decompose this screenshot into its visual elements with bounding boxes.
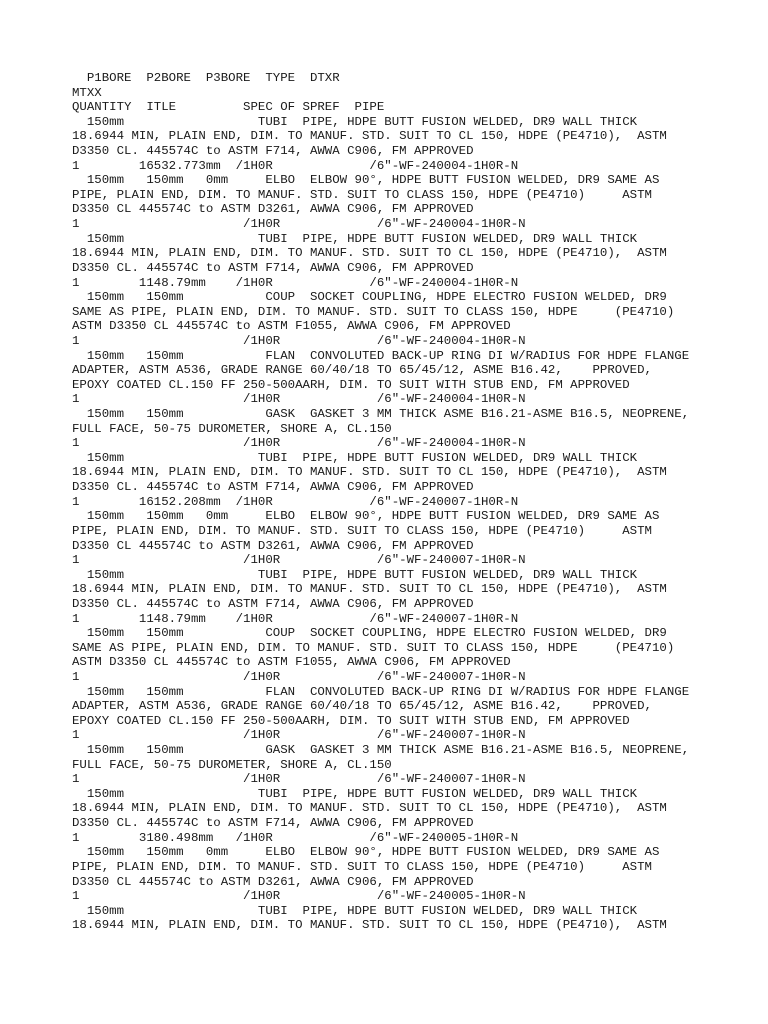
report-line: 150mm 150mm FLAN CONVOLUTED BACK-UP RING DI W/RADIUS FOR HDPE FLANGE [72,348,690,363]
report-line: 18.6944 MIN, PLAIN END, DIM. TO MANUF. STD. SUIT TO CL 150, HDPE (PE4710), ASTM [72,801,667,816]
report-line: 1 1148.79mm /1H0R /6"-WF-240007-1H0R-N [72,611,519,626]
report-line: 1 /1H0R /6"-WF-240007-1H0R-N [72,669,526,684]
report-line: 150mm TUBI PIPE, HDPE BUTT FUSION WELDED, DR9 WALL THICK [72,450,638,465]
report-line: 150mm TUBI PIPE, HDPE BUTT FUSION WELDED, DR9 WALL THICK [72,231,638,246]
report-line: 150mm 150mm GASK GASKET 3 MM THICK ASME B16.21-ASME B16.5, NEOPRENE, [72,407,690,422]
report-line: D3350 CL 445574C to ASTM D3261, AWWA C906, FM APPROVED [72,202,474,217]
report-line: D3350 CL. 445574C to ASTM F714, AWWA C906, FM APPROVED [72,480,474,495]
report-line: 150mm TUBI PIPE, HDPE BUTT FUSION WELDED, DR9 WALL THICK [72,114,638,129]
report-line: 1 /1H0R /6"-WF-240007-1H0R-N [72,553,526,568]
report-line: 1 3180.498mm /1H0R /6"-WF-240005-1H0R-N [72,830,519,845]
report-line: EPOXY COATED CL.150 FF 250-500AARH, DIM. TO SUIT WITH STUB END, FM APPROVED [72,377,630,392]
report-line: 150mm 150mm FLAN CONVOLUTED BACK-UP RING DI W/RADIUS FOR HDPE FLANGE [72,684,690,699]
report-line: 1 /1H0R /6"-WF-240004-1H0R-N [72,436,526,451]
report-line: 18.6944 MIN, PLAIN END, DIM. TO MANUF. STD. SUIT TO CL 150, HDPE (PE4710), ASTM [72,582,667,597]
report-line: ASTM D3350 CL 445574C to ASTM F1055, AWWA C906, FM APPROVED [72,319,511,334]
report-line: 150mm 150mm COUP SOCKET COUPLING, HDPE ELECTRO FUSION WELDED, DR9 [72,626,667,641]
report-line: ASTM D3350 CL 445574C to ASTM F1055, AWWA C906, FM APPROVED [72,655,511,670]
report-line: 150mm TUBI PIPE, HDPE BUTT FUSION WELDED, DR9 WALL THICK [72,786,638,801]
report-line: 18.6944 MIN, PLAIN END, DIM. TO MANUF. STD. SUIT TO CL 150, HDPE (PE4710), ASTM [72,465,667,480]
report-line: D3350 CL. 445574C to ASTM F714, AWWA C906, FM APPROVED [72,596,474,611]
report-line: 1 /1H0R /6"-WF-240005-1H0R-N [72,889,526,904]
report-line: D3350 CL. 445574C to ASTM F714, AWWA C906, FM APPROVED [72,144,474,159]
report-line: 1 1148.79mm /1H0R /6"-WF-240004-1H0R-N [72,275,519,290]
report-line: PIPE, PLAIN END, DIM. TO MANUF. STD. SUIT TO CLASS 150, HDPE (PE4710) ASTM [72,859,652,874]
report-line: 18.6944 MIN, PLAIN END, DIM. TO MANUF. STD. SUIT TO CL 150, HDPE (PE4710), ASTM [72,918,667,933]
report-line: D3350 CL. 445574C to ASTM F714, AWWA C906, FM APPROVED [72,816,474,831]
report-line: PIPE, PLAIN END, DIM. TO MANUF. STD. SUIT TO CLASS 150, HDPE (PE4710) ASTM [72,187,652,202]
report-line: PIPE, PLAIN END, DIM. TO MANUF. STD. SUIT TO CLASS 150, HDPE (PE4710) ASTM [72,523,652,538]
report-line: 18.6944 MIN, PLAIN END, DIM. TO MANUF. STD. SUIT TO CL 150, HDPE (PE4710), ASTM [72,129,667,144]
report-line: 18.6944 MIN, PLAIN END, DIM. TO MANUF. STD. SUIT TO CL 150, HDPE (PE4710), ASTM [72,246,667,261]
report-line: D3350 CL 445574C to ASTM D3261, AWWA C906, FM APPROVED [72,874,474,889]
report-line: 1 16152.208mm /1H0R /6"-WF-240007-1H0R-N [72,494,519,509]
report-line: 150mm 150mm 0mm ELBO ELBOW 90°, HDPE BUTT FUSION WELDED, DR9 SAME AS [72,173,660,188]
header-line: MTXX [72,85,102,100]
report-line: 1 /1H0R /6"-WF-240007-1H0R-N [72,728,526,743]
report-line: 150mm TUBI PIPE, HDPE BUTT FUSION WELDED, DR9 WALL THICK [72,903,638,918]
report-line: 1 16532.773mm /1H0R /6"-WF-240004-1H0R-N [72,158,519,173]
report-line: 1 /1H0R /6"-WF-240004-1H0R-N [72,217,526,232]
report-line: ADAPTER, ASTM A536, GRADE RANGE 60/40/18 TO 65/45/12, ASME B16.42, PPROVED, [72,699,652,714]
header-line: QUANTITY ITLE SPEC OF SPREF PIPE [72,100,385,115]
header-line: P1BORE P2BORE P3BORE TYPE DTXR [72,71,340,85]
report-line: 150mm 150mm 0mm ELBO ELBOW 90°, HDPE BUTT FUSION WELDED, DR9 SAME AS [72,509,660,524]
report-line: SAME AS PIPE, PLAIN END, DIM. TO MANUF. STD. SUIT TO CLASS 150, HDPE (PE4710) [72,640,675,655]
report-line: 1 /1H0R /6"-WF-240007-1H0R-N [72,772,526,787]
report-line: SAME AS PIPE, PLAIN END, DIM. TO MANUF. STD. SUIT TO CLASS 150, HDPE (PE4710) [72,304,675,319]
report-line: D3350 CL 445574C to ASTM D3261, AWWA C906, FM APPROVED [72,538,474,553]
report-line: ADAPTER, ASTM A536, GRADE RANGE 60/40/18 TO 65/45/12, ASME B16.42, PPROVED, [72,363,652,378]
report-line: 150mm TUBI PIPE, HDPE BUTT FUSION WELDED, DR9 WALL THICK [72,567,638,582]
material-report [72,71,762,933]
report-line: 150mm 150mm COUP SOCKET COUPLING, HDPE ELECTRO FUSION WELDED, DR9 [72,290,667,305]
report-line: 1 /1H0R /6"-WF-240004-1H0R-N [72,333,526,348]
report-line: 150mm 150mm GASK GASKET 3 MM THICK ASME B16.21-ASME B16.5, NEOPRENE, [72,743,690,758]
report-line: FULL FACE, 50-75 DUROMETER, SHORE A, CL.150 [72,757,392,772]
report-line: 150mm 150mm 0mm ELBO ELBOW 90°, HDPE BUTT FUSION WELDED, DR9 SAME AS [72,845,660,860]
report-line: FULL FACE, 50-75 DUROMETER, SHORE A, CL.150 [72,421,392,436]
report-line: D3350 CL. 445574C to ASTM F714, AWWA C906, FM APPROVED [72,260,474,275]
report-line: EPOXY COATED CL.150 FF 250-500AARH, DIM. TO SUIT WITH STUB END, FM APPROVED [72,713,630,728]
report-line: 1 /1H0R /6"-WF-240004-1H0R-N [72,392,526,407]
